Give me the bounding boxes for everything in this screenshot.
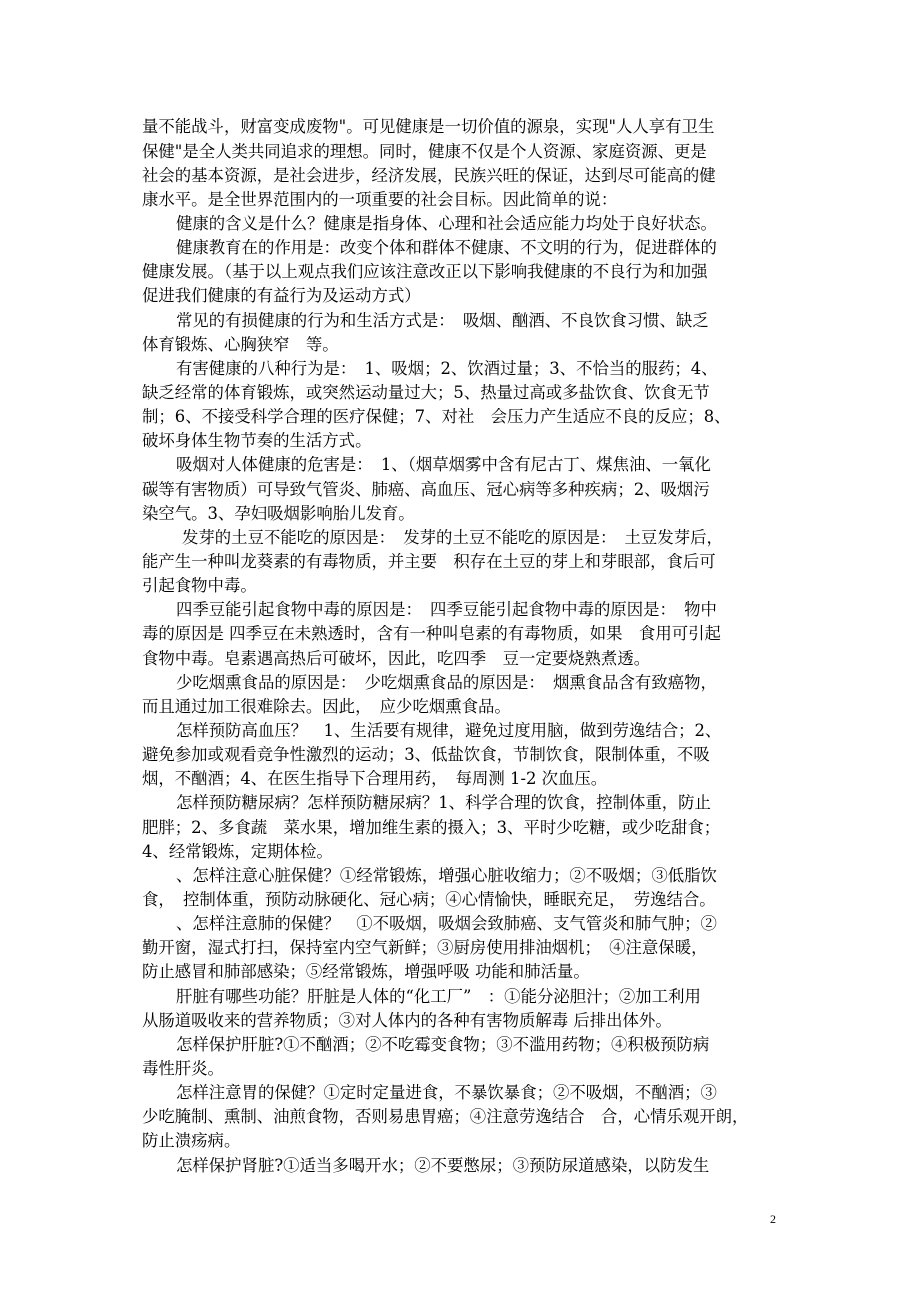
paragraph-line: 发芽的土豆不能吃的原因是： 发芽的土豆不能吃的原因是： 土豆发芽后， bbox=[182, 528, 723, 547]
text-line: 康水平。是全世界范围内的一项重要的社会目标。因此简单的说： bbox=[142, 190, 618, 209]
text-line: 毒的原因是 四季豆在未熟透时，含有一种叫皂素的有毒物质，如果 食用可引起 bbox=[142, 624, 721, 643]
paragraph-line: 、怎样注意心脏保健？①经常锻炼，增强心脏收缩力；②不吸烟；③低脂饮 bbox=[176, 866, 717, 885]
text-line: 少吃腌制、熏制、油煎食物，否则易患胃癌；④注意劳逸结合 合，心情乐观开朗， bbox=[142, 1107, 749, 1126]
paragraph-line: 吸烟对人体健康的危害是： 1、（烟草烟雾中含有尼古丁、煤焦油、一氧化 bbox=[176, 455, 711, 474]
text-line: 量不能战斗，财富变成废物"。可见健康是一切价值的源泉，实现"人人享有卫生 bbox=[142, 117, 715, 136]
text-line: 破坏身体生物节奏的生活方式。 bbox=[142, 431, 372, 450]
text-line: 体育锻炼、心胸狭窄 等。 bbox=[142, 335, 339, 354]
paragraph-line: 少吃烟熏食品的原因是： 少吃烟熏食品的原因是： 烟熏食品含有致癌物， bbox=[176, 673, 717, 692]
paragraph-line: 常见的有损健康的行为和生活方式是： 吸烟、酗酒、不良饮食习惯、缺乏 bbox=[176, 311, 709, 330]
text-line: 促进我们健康的有益行为及运动方式） bbox=[142, 286, 421, 305]
text-line: 毒性肝炎。 bbox=[142, 1059, 224, 1078]
page-number: 2 bbox=[770, 1212, 776, 1226]
text-line: 4、经常锻炼，定期体检。 bbox=[142, 842, 333, 861]
paragraph-line: 四季豆能引起食物中毒的原因是： 四季豆能引起食物中毒的原因是： 物中 bbox=[176, 600, 717, 619]
paragraph-line: 有害健康的八种行为是： 1、吸烟；2、饮酒过量；3、不恰当的服药；4、 bbox=[176, 359, 718, 378]
text-line: 碳等有害物质）可导致气管炎、肺癌、高血压、冠心病等多种疾病；2、吸烟污 bbox=[142, 480, 710, 499]
text-line: 引起食物中毒。 bbox=[142, 576, 257, 595]
text-line: 从肠道吸收来的营养物质；③对人体内的各种有害物质解毒 后排出体外。 bbox=[142, 1011, 672, 1030]
text-line: 防止感冒和肺部感染；⑤经常锻炼，增强呼吸 功能和肺活量。 bbox=[142, 962, 590, 981]
text-line: 烟，不酗酒；4、在医生指导下合理用药， 每周测 1-2 次血压。 bbox=[142, 769, 608, 788]
paragraph-line: 、怎样注意肺的保健？ ①不吸烟，吸烟会致肺癌、支气管炎和肺气肿；② bbox=[176, 914, 717, 933]
paragraph-line: 怎样预防糖尿病？怎样预防糖尿病？1、科学合理的饮食，控制体重，防止 bbox=[176, 793, 711, 812]
text-line: 能产生一种叫龙葵素的有毒物质，并主要 积存在土豆的芽上和芽眼部，食后可 bbox=[142, 552, 716, 571]
text-line: 勤开窗，湿式打扫，保持室内空气新鲜；③厨房使用排油烟机； ④注意保暖， bbox=[142, 938, 708, 957]
text-line: 社会的基本资源，是社会进步，经济发展，民族兴旺的保证，达到尽可能高的健 bbox=[142, 166, 716, 185]
text-line: 健康发展。（基于以上观点我们应该注意改正以下影响我健康的不良行为和加强 bbox=[142, 262, 708, 281]
paragraph-line: 怎样预防高血压？ 1、生活要有规律，避免过度用脑，做到劳逸结合；2、 bbox=[176, 721, 722, 740]
text-line: 食， 控制体重，预防动脉硬化、冠心病；④心情愉快，睡眠充足， 劳逸结合。 bbox=[142, 890, 716, 909]
text-line: 缺乏经常的体育锻炼，或突然运动量过大；5、热量过高或多盐饮食、饮食无节 bbox=[142, 383, 710, 402]
text-line: 防止溃疡病。 bbox=[142, 1131, 241, 1150]
paragraph-line: 怎样保护肝脏?①不酗酒；②不吃霉变食物；③不滥用药物；④积极预防病 bbox=[176, 1035, 710, 1054]
text-line: 而且通过加工很难除去。因此， 应少吃烟熏食品。 bbox=[142, 697, 511, 716]
text-line: 染空气。3、孕妇吸烟影响胎儿发育。 bbox=[142, 504, 415, 523]
text-line: 避免参加或观看竞争性激烈的运动；3、低盐饮食，节制饮食，限制体重，不吸 bbox=[142, 745, 710, 764]
paragraph-line: 健康的含义是什么？健康是指身体、心理和社会适应能力均处于良好状态。 bbox=[176, 214, 717, 233]
paragraph-line: 怎样保护肾脏?①适当多喝开水；②不要憋尿；③预防尿道感染，以防发生 bbox=[176, 1156, 710, 1175]
paragraph-line: 健康教育在的作用是：改变个体和群体不健康、不文明的行为，促进群体的 bbox=[176, 238, 717, 257]
text-line: 肥胖；2、多食蔬 菜水果，增加维生素的摄入；3、平时少吃糖，或少吃甜食； bbox=[142, 818, 721, 837]
text-line: 保健"是全人类共同追求的理想。同时，健康不仅是个人资源、家庭资源、更是 bbox=[142, 142, 707, 161]
text-line: 食物中毒。皂素遇高热后可破坏，因此，吃四季 豆一定要烧熟煮透。 bbox=[142, 649, 651, 668]
text-line: 制；6、不接受科学合理的医疗保健；7、对社 会压力产生适应不良的反应；8、 bbox=[142, 407, 731, 426]
paragraph-line: 肝脏有哪些功能？肝脏是人体的“化工厂” ：①能分泌胆汁；②加工利用 bbox=[176, 987, 701, 1006]
paragraph-line: 怎样注意胃的保健？①定时定量进食，不暴饮暴食；②不吸烟，不酗酒；③ bbox=[176, 1083, 717, 1102]
